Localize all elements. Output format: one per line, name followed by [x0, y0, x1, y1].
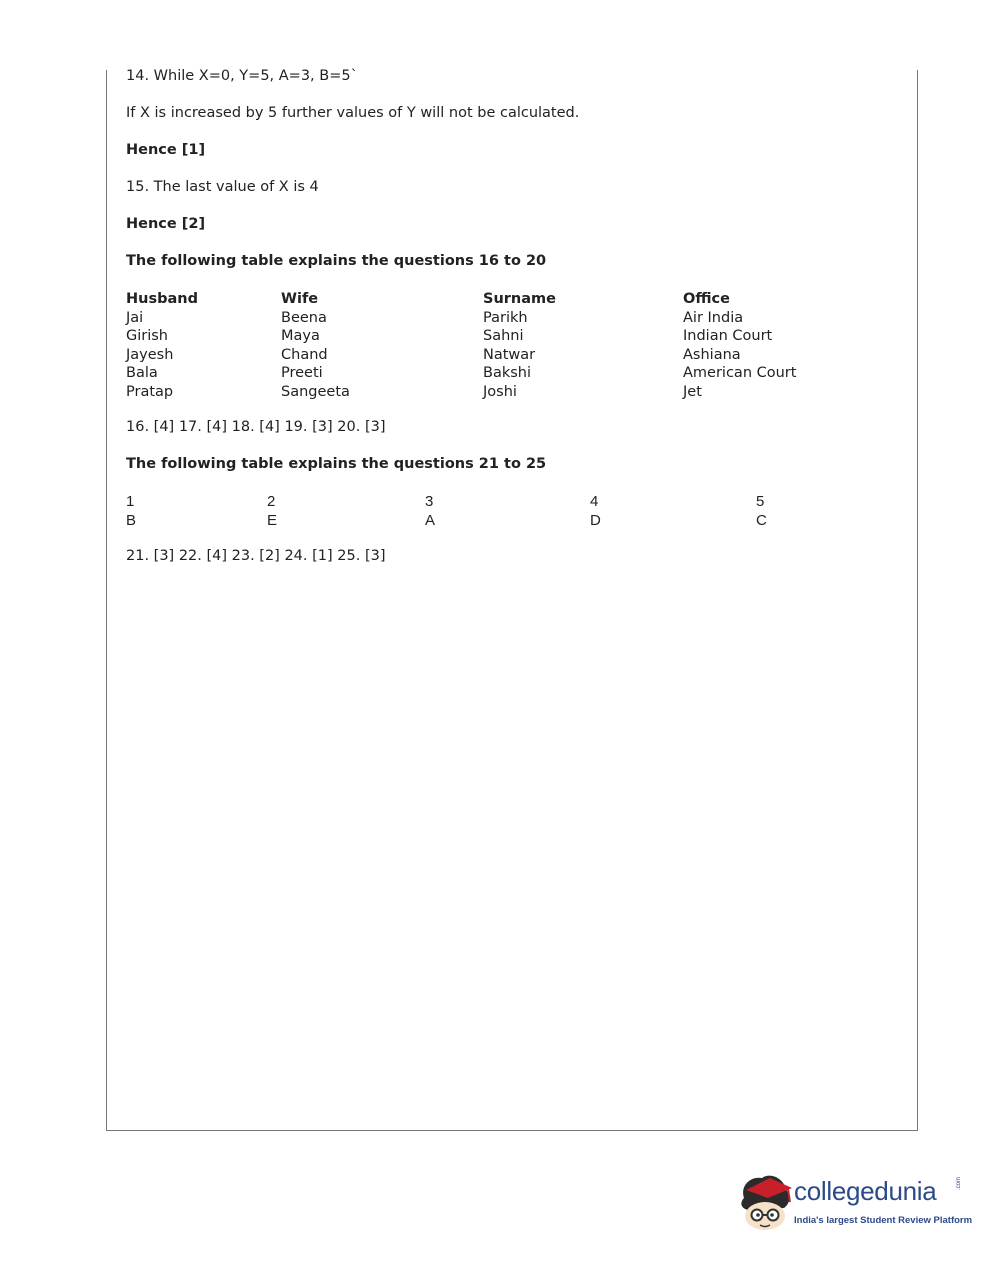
cell: Maya: [281, 328, 320, 344]
table1-heading: The following table explains the questions 16 to 20: [126, 253, 547, 269]
cell: Joshi: [483, 383, 517, 400]
cell: Parikh: [483, 309, 528, 326]
cell: Jayesh: [126, 346, 174, 363]
mapping-col-5: [756, 492, 767, 530]
cell: American Court: [683, 365, 797, 381]
mascot-icon: [736, 1168, 794, 1238]
mapping-col-3: [425, 492, 435, 530]
cell: Ashiana: [683, 346, 741, 363]
cell: Preeti: [281, 365, 323, 381]
page-frame: [106, 70, 918, 1131]
mapping-letter: A: [425, 512, 436, 529]
cell: Air India: [683, 309, 744, 326]
cell: Sangeeta: [281, 383, 350, 400]
cell: Beena: [281, 309, 327, 326]
mapping-number: 5: [756, 493, 765, 510]
mapping-letter: E: [267, 512, 278, 529]
mapping-letter: D: [590, 512, 601, 529]
logo-brand: collegedunia: [794, 1176, 937, 1206]
header-husband: Husband: [126, 291, 198, 307]
cell: Indian Court: [683, 328, 773, 344]
col-wife: [281, 290, 350, 401]
mapping-col-4: [590, 492, 601, 530]
cell: Girish: [126, 328, 168, 344]
logo-suffix: .com: [956, 1176, 962, 1190]
header-wife: Wife: [281, 291, 319, 307]
cell: Natwar: [483, 346, 536, 363]
mapping-letter: B: [126, 512, 137, 529]
table2-heading: The following table explains the questions 21 to 25: [126, 456, 547, 472]
answers-16-20: 16. [4] 17. [4] 18. [4] 19. [3] 20. [3]: [126, 419, 386, 435]
cell: Sahni: [483, 328, 524, 344]
hence-2: Hence [2]: [126, 216, 206, 232]
answers-21-25: 21. [3] 22. [4] 23. [2] 24. [1] 25. [3]: [126, 548, 386, 564]
hence-1: Hence [1]: [126, 142, 206, 158]
cell: Chand: [281, 346, 328, 363]
logo-tagline: India's largest Student Review Platform: [794, 1215, 973, 1226]
mapping-number: 3: [425, 493, 434, 510]
collegedunia-logo[interactable]: [736, 1168, 973, 1238]
cell: Jai: [126, 309, 144, 326]
mapping-col-2: [267, 492, 277, 530]
col-surname: [483, 290, 556, 401]
cell: Bala: [126, 365, 158, 381]
mapping-number: 4: [590, 493, 599, 510]
cell: Bakshi: [483, 365, 532, 381]
header-office: Office: [683, 291, 730, 307]
col-office: [683, 290, 796, 401]
q14-note: If X is increased by 5 further values of Y will not be calculated.: [126, 105, 580, 121]
q14-line: 14. While X=0, Y=5, A=3, B=5`: [126, 68, 358, 84]
mapping-letter: C: [756, 512, 767, 529]
header-surname: Surname: [483, 291, 556, 307]
cell: Pratap: [126, 383, 174, 400]
mapping-number: 2: [267, 493, 276, 510]
col-husband: [126, 290, 198, 401]
mapping-number: 1: [126, 493, 135, 510]
q15-line: 15. The last value of X is 4: [126, 179, 319, 195]
mapping-col-1: [126, 492, 136, 530]
cell: Jet: [683, 383, 702, 400]
